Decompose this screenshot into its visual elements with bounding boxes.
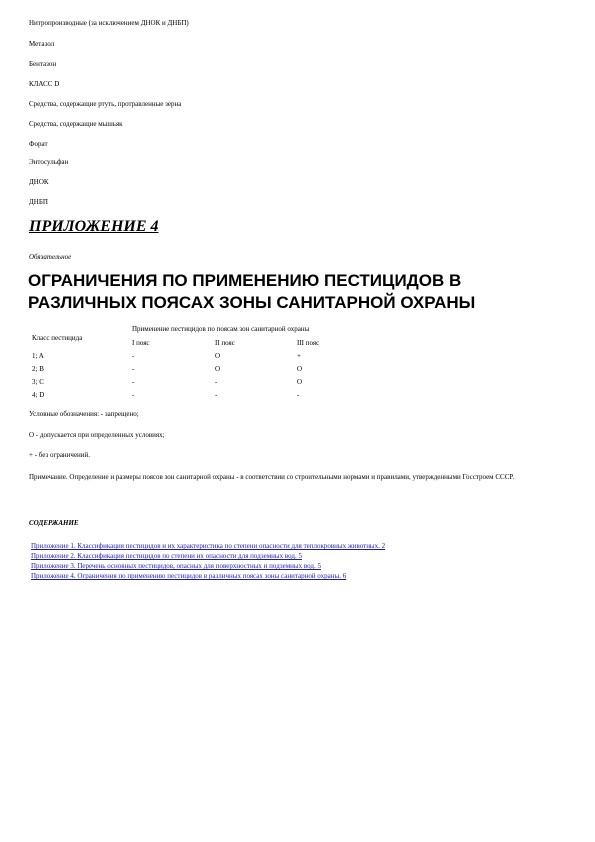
list-item: Средства, содержащие мышьяк [29, 120, 123, 128]
list-item: Нитропроизводные (за исключением ДНОК и ДНБП) [29, 19, 189, 27]
remark-note: Примечание. Определение и размеры поясов зон санитарной охраны - в соответствии со строительными нормами и правилами, утвержденными Госстроем СССР. [29, 473, 515, 481]
table-cell: + [297, 352, 301, 360]
legend-unrestricted: + - без ограничений. [29, 451, 91, 459]
table-cell: - [132, 365, 135, 373]
list-item: ДНОК [29, 178, 49, 186]
legend-forbidden: Условные обозначения: - запрещено; [29, 410, 139, 418]
table-cell: O [297, 365, 303, 373]
table-cell: 4; D [32, 391, 45, 399]
list-item: Метазол [29, 40, 55, 48]
table-cell: O [297, 378, 303, 386]
table-header-zone-2: II пояс [215, 339, 235, 347]
table-cell: 1; A [32, 352, 44, 360]
table-cell: O [215, 352, 221, 360]
toc-link-appendix-2[interactable]: Приложение 2. Классификация пестицидов по степени их опасности для подземных вод. 5 [31, 552, 302, 560]
list-item: КЛАСС D [29, 80, 60, 88]
table-cell: - [132, 391, 135, 399]
contents-title: СОДЕРЖАНИЕ [29, 519, 79, 527]
table-header-class: Класс пестицида [32, 334, 83, 342]
legend-conditional: О - допускается при определенных условиях; [29, 431, 165, 439]
table-cell: O [215, 365, 221, 373]
appendix-heading: ПРИЛОЖЕНИЕ 4 [29, 218, 159, 235]
table-cell: - [297, 391, 300, 399]
list-item: Бентазон [29, 60, 57, 68]
table-cell: 3; C [32, 378, 44, 386]
table-cell: - [132, 352, 135, 360]
table-cell: 2; B [32, 365, 44, 373]
toc-link-appendix-4[interactable]: Приложение 4. Ограничения по применению пестицидов в различных поясах зоны санитарной охраны. 6 [31, 572, 347, 580]
list-item: Средства, содержащие ртуть, протравленные зерна [29, 100, 182, 108]
page-title: ОГРАНИЧЕНИЯ ПО ПРИМЕНЕНИЮ ПЕСТИЦИДОВ В РАЗЛИЧНЫХ ПОЯСАХ ЗОНЫ САНИТАРНОЙ ОХРАНЫ [28, 271, 476, 312]
list-item: ДНБП [29, 198, 48, 206]
list-item: Энтосульфан [29, 158, 69, 166]
table-header-zone-1: I пояс [132, 339, 150, 347]
appendix-subtitle: Обязательное [29, 253, 72, 261]
toc-link-appendix-3[interactable]: Приложение 3. Перечень основных пестицидов, опасных для поверхностных и подземных вод. 5 [31, 562, 321, 570]
table-header-group: Применение пестицидов по поясам зон санитарной охраны [132, 325, 310, 333]
table-header-zone-3: III пояс [297, 339, 320, 347]
toc-link-appendix-1[interactable]: Приложение 1. Классификация пестицидов и их характеристика по степени опасности для теплокровных животных. 2 [31, 542, 386, 550]
table-cell: - [215, 378, 218, 386]
list-item: Форат [29, 140, 48, 148]
table-cell: - [132, 378, 135, 386]
table-cell: - [215, 391, 218, 399]
